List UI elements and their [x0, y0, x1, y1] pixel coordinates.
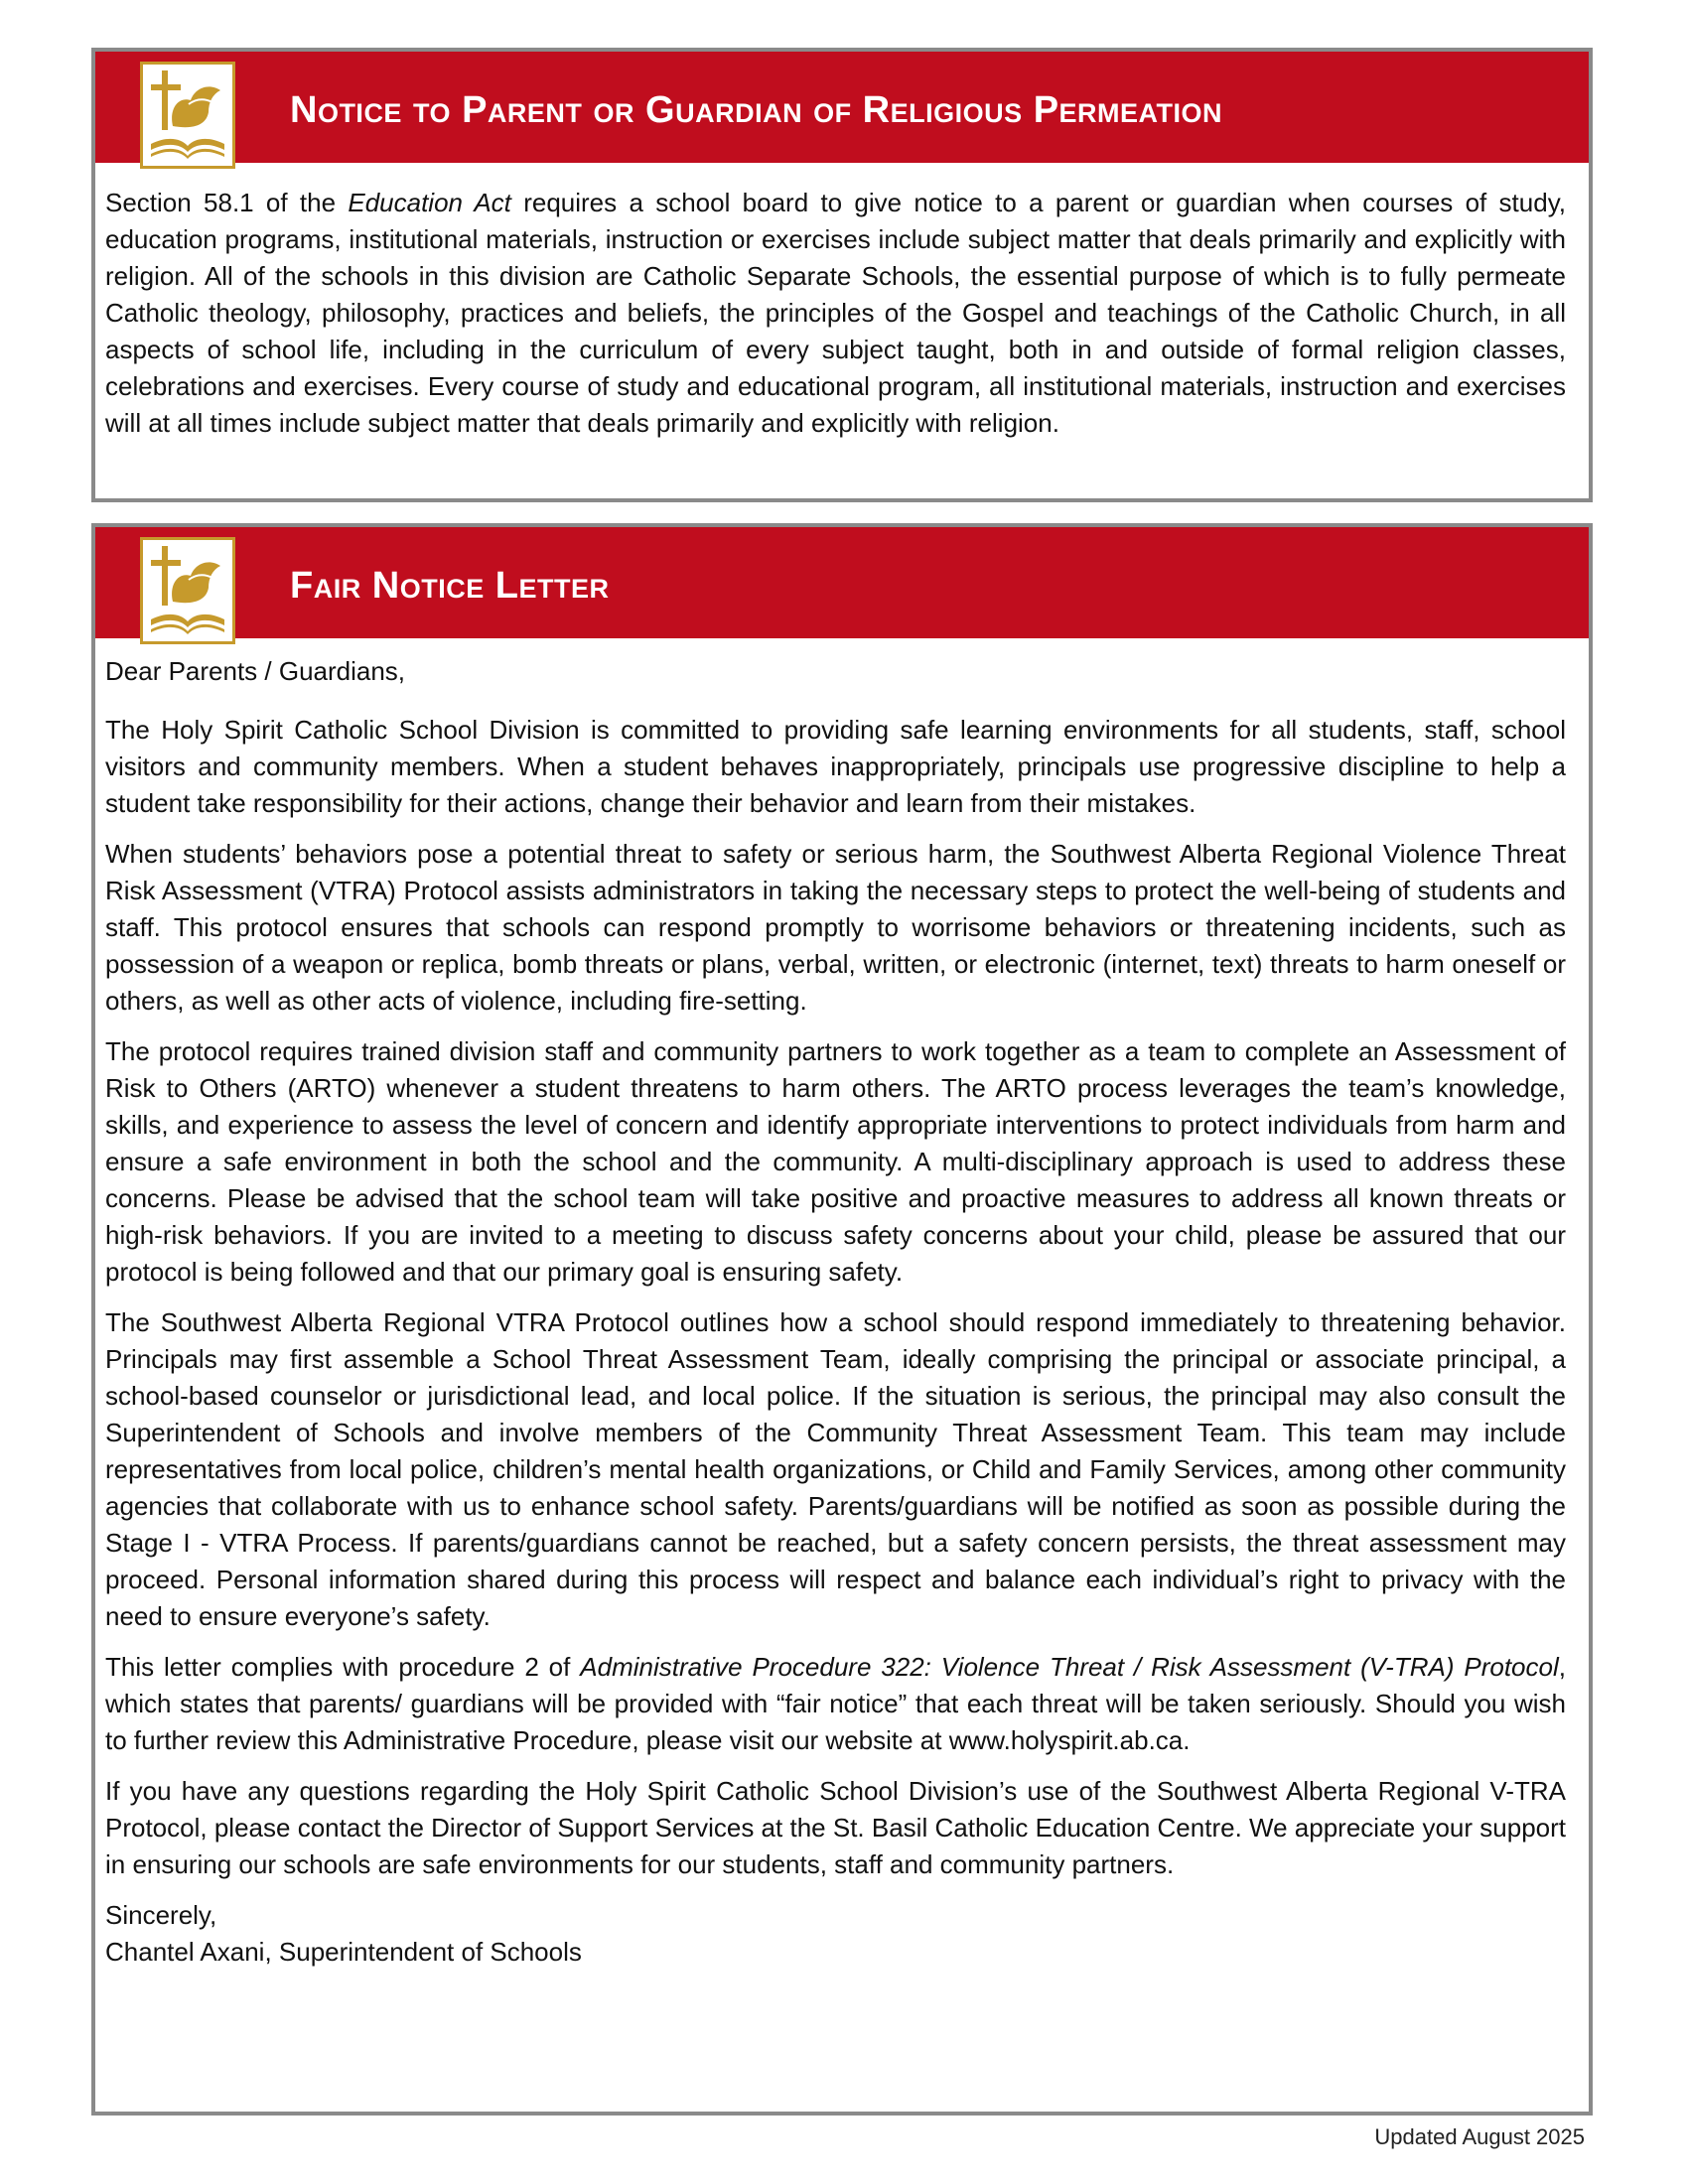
section-title: Notice to Parent or Guardian of Religious Permeation: [290, 89, 1223, 131]
religious-permeation-notice: [91, 48, 1593, 502]
letter-paragraph: The protocol requires trained division staff and community partners to work together as a team to complete an Assessment of Risk to Others (ARTO) whenever a student threatens to harm others. The ARTO process leverages the team’s knowledge, skills, and experience to assess the level of concern and identify appropriate interventions to protect individuals from harm and ensure a safe environment in both the school and the community. A multi-disciplinary approach is used to address these concerns. Please be advised that the school team will take positive and proactive measures to address all known threats or high-risk behaviors. If you are invited to a meeting to discuss safety concerns about your child, please be assured that our protocol is being followed and that our primary goal is ensuring safety.: [105, 1036, 1566, 1287]
questions-paragraph: If you have any questions regarding the Holy Spirit Catholic School Division’s use of the Southwest Alberta Regional V-TRA Protocol, please contact the Director of Support Services at the St. Basil Catholic Education Centre. We appreciate your support in ensuring our schools are safe environments for our students, staff and community partners.: [105, 1776, 1566, 1879]
salutation: Dear Parents / Guardians,: [105, 656, 406, 686]
fair-notice-letter: [91, 523, 1593, 2116]
letter-paragraph: The Holy Spirit Catholic School Division is committed to providing safe learning environments for all students, staff, school visitors and community members. When a student behaves inappropriately, principals use progressive discipline to help a student take responsibility for their actions, change their behavior and learn from their mistakes.: [105, 715, 1566, 818]
paragraph-text: requires a school board to give notice to a parent or guardian when courses of study, education programs, institutional materials, instruction or exercises include subject matter that deals primarily and explicitly with religion. All of the schools in this division are Catholic Separate Schools, the essential purpose of which is to fully permeate Catholic theology, philosophy, practices and beliefs, the principles of the Gospel and teachings of the Catholic Church, in all aspects of school life, including in the curriculum of every subject taught, both in and outside of formal religion classes, celebrations and exercises. Every course of study and educational program, all institutional materials, instruction and exercises will at all times include subject matter that deals primarily and explicitly with religion.: [105, 188, 1566, 438]
section-banner: [95, 52, 1589, 163]
cross-dove-book-logo-icon: [140, 62, 235, 169]
section-title: Fair Notice Letter: [290, 565, 610, 607]
procedure-paragraph: [105, 1649, 1566, 1759]
closing: Sincerely,: [105, 1900, 217, 1930]
paragraph-text: This letter complies with procedure 2 of: [105, 1652, 581, 1682]
section-body: [95, 163, 1589, 442]
updated-date: Updated August 2025: [1374, 2124, 1585, 2149]
letter-body: [95, 638, 1589, 1971]
letter-paragraph: The Southwest Alberta Regional VTRA Protocol outlines how a school should respond immediately to threatening behavior. Principals may first assemble a School Threat Assessment Team, ideally comprising the principal or associate principal, a school-based counselor or jurisdictional lead, and local police. If the situation is serious, the principal may also consult the Superintendent of Schools and involve members of the Community Threat Assessment Team. This team may include representatives from local police, children’s mental health organizations, or Child and Family Services, among other community agencies that collaborate with us to enhance school safety. Parents/guardians will be notified as soon as possible during the Stage I - VTRA Process. If parents/guardians cannot be reached, but a safety concern persists, the threat assessment may proceed. Personal information shared during this process will respect and balance each individual’s right to privacy with the need to ensure everyone’s safety.: [105, 1307, 1566, 1631]
paragraph-text: Section 58.1 of the: [105, 188, 349, 217]
education-act-title: Education Act: [348, 188, 511, 217]
signature: Chantel Axani, Superintendent of Schools: [105, 1937, 582, 1967]
section-banner: [95, 527, 1589, 638]
letter-paragraph: When students’ behaviors pose a potential threat to safety or serious harm, the Southwest Alberta Regional Violence Threat Risk Assessment (VTRA) Protocol assists administrators in taking the necessary steps to protect the well-being of students and staff. This protocol ensures that schools can respond promptly to worrisome behaviors or threatening incidents, such as possession of a weapon or replica, bomb threats or plans, verbal, written, or electronic (internet, text) threats to harm oneself or others, as well as other acts of violence, including fire-setting.: [105, 839, 1566, 1016]
procedure-title: Administrative Procedure 322: Violence Threat / Risk Assessment (V-TRA) Protocol: [580, 1652, 1559, 1682]
religious-permeation-paragraph: [105, 185, 1566, 442]
cross-dove-book-logo-icon: [140, 537, 235, 644]
paragraph-text: , which states that parents/ guardians will be provided with “fair notice” that each threat will be taken seriously. Should you wish to further review this Administrative Procedure, please visit our website at www.holyspirit.ab.ca.: [105, 1652, 1566, 1755]
